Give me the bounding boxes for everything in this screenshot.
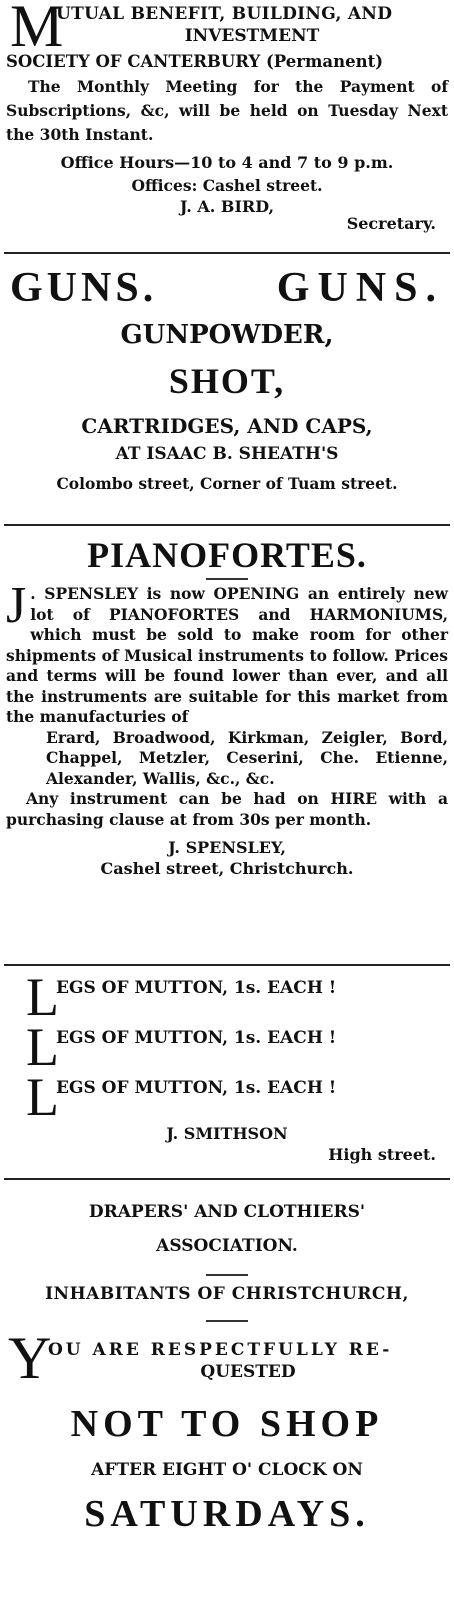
pianofortes-hire: Any instrument can be had on HIRE with a purchasing clause at from 30s per month. (6, 789, 448, 829)
drapers-dropcap: Y (8, 1325, 52, 1391)
section-divider (206, 1274, 248, 1276)
pianofortes-body: . SPENSLEY is now OPENING an entirely new lot of PIANOFORTES and HARMONIUMS, which must be sold to make room for other shipments of Musical instruments to follow. Prices and terms will be found lower than ever, and all the instruments are suitable for this market from the manufacturies of (6, 584, 448, 726)
pianofortes-headline: PIANOFORTES. (87, 535, 367, 575)
pianofortes-dropcap: J (6, 577, 27, 634)
drapers-saturdays: SATURDAYS. (84, 1493, 370, 1535)
section-divider (206, 1320, 248, 1322)
society-notice: The Monthly Meeting for the Payment of Subscriptions, &c, will be held on Tuesday Next the 30th Instant. (6, 77, 448, 144)
drapers-heading-line2: ASSOCIATION. (156, 1236, 298, 1256)
society-role: Secretary. (346, 214, 436, 233)
guns-headline-left: GUNS. (10, 265, 158, 311)
guns-at: AT ISAAC B. SHEATH'S (115, 444, 339, 464)
society-office-hours: Office Hours—10 to 4 and 7 to 9 p.m. (60, 153, 394, 172)
mutton-text: EGS OF MUTTON, 1s. EACH ! (56, 1028, 337, 1048)
mutton-text: EGS OF MUTTON, 1s. EACH ! (56, 978, 337, 998)
guns-cartridges: CARTRIDGES, AND CAPS, (81, 414, 373, 438)
society-advert (0, 0, 454, 252)
mutton-dropcap: L (26, 1067, 59, 1127)
drapers-after: AFTER EIGHT O' CLOCK ON (91, 1460, 363, 1480)
column-rule (4, 524, 450, 526)
mutton-advert (0, 966, 454, 1178)
drapers-inhabitants: INHABITANTS OF CHRISTCHURCH, (45, 1284, 409, 1304)
mutton-text: EGS OF MUTTON, 1s. EACH ! (56, 1078, 337, 1098)
mutton-line (6, 1067, 448, 1127)
mutton-address: High street. (328, 1145, 436, 1164)
society-title-line3: SOCIETY OF CANTERBURY (Permanent) (6, 52, 384, 71)
pianofortes-signature-name: J. SPENSLEY, (168, 838, 286, 857)
society-title-line1: UTUAL BENEFIT, BUILDING, AND (56, 4, 393, 24)
pianofortes-signature-address: Cashel street, Christchurch. (100, 859, 354, 878)
pianofortes-advert (0, 534, 454, 964)
mutton-dropcap: L (26, 967, 59, 1027)
drapers-not-to-shop: NOT TO SHOP (70, 1403, 384, 1445)
guns-advert (0, 254, 454, 524)
society-offices: Offices: Cashel street. (131, 176, 323, 195)
mutton-line (6, 1017, 448, 1077)
mutton-name: J. SMITHSON (166, 1124, 288, 1143)
drapers-request-line1: OU ARE RESPECTFULLY RE- (48, 1340, 393, 1360)
guns-gunpowder: GUNPOWDER, (120, 320, 334, 350)
society-name: J. A. BIRD, (179, 197, 275, 216)
guns-address: Colombo street, Corner of Tuam street. (56, 474, 398, 493)
society-dropcap: M (10, 0, 64, 59)
society-title-line2: INVESTMENT (184, 26, 320, 46)
headline-divider (206, 578, 248, 580)
pianofortes-makers: Erard, Broadwood, Kirkman, Zeigler, Bord, Chappel, Metzler, Ceserini, Che. Etienne, Alexander, Wallis, &c., &c. (46, 727, 448, 788)
mutton-line (6, 967, 448, 1027)
drapers-request-line2: QUESTED (200, 1362, 296, 1382)
mutton-dropcap: L (26, 1017, 59, 1077)
drapers-heading-line1: DRAPERS' AND CLOTHIERS' (88, 1202, 366, 1222)
column-rule (4, 1178, 450, 1180)
guns-headline-right: GUNS. (276, 265, 444, 311)
drapers-advert (0, 1202, 454, 1606)
guns-shot: SHOT, (168, 361, 286, 401)
